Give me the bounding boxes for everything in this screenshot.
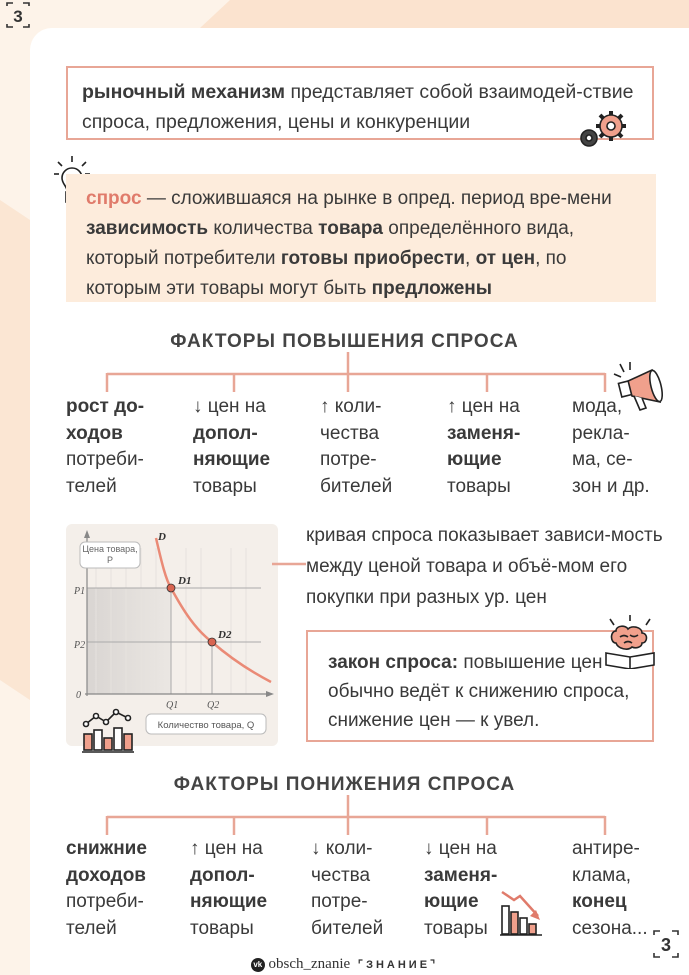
- point-d2: [208, 638, 216, 646]
- def-bold-1: зависимость: [86, 218, 209, 239]
- megaphone-icon: [612, 362, 668, 414]
- page-number-badge: [651, 929, 681, 959]
- def-bold-5: предложены: [371, 278, 493, 299]
- y-axis-label: Цена товара, P: [82, 544, 138, 565]
- increase-tree-lines: [0, 352, 689, 394]
- market-mechanism-term: рыночный механизм: [82, 81, 286, 103]
- x-axis-arrow: [266, 691, 274, 697]
- demand-definition-box: [66, 174, 656, 302]
- market-mechanism-text: представляет собой взаимодей-ствие спроса, предложения, цены и конкуренции: [82, 81, 634, 133]
- curve-label: D: [158, 531, 166, 543]
- increase-factor-fashion: мода, рекла- ма, се- зон и др.: [572, 396, 650, 497]
- def-bold-2: товара: [318, 218, 383, 239]
- decrease-tree-lines: [0, 795, 689, 837]
- brain-book-icon: [602, 615, 658, 669]
- def-text-5: , по которым эти товары могут быть: [86, 248, 567, 299]
- area-p1-q1: [87, 588, 171, 694]
- demand-term: спрос: [86, 188, 142, 209]
- origin-label: 0: [76, 690, 81, 701]
- connector-line: [272, 560, 308, 570]
- x-tick-q1: Q1: [166, 700, 179, 711]
- decrease-factors-title: ФАКТОРЫ ПОНИЖЕНИЯ СПРОСА: [173, 774, 516, 795]
- gears-icon: [575, 106, 631, 152]
- def-text-4: ,: [465, 248, 476, 269]
- decrease-factor-antiadvert: антире- клама, конец сезона...: [572, 838, 648, 939]
- increase-factor-income: рост до- ходов потреби- телей: [66, 396, 145, 497]
- def-bold-4: от цен: [475, 248, 536, 269]
- decrease-factor-substitutes: ↓ цен на заменя- ющие товары: [424, 838, 498, 939]
- corner-logo-icon: [4, 2, 32, 30]
- bar-chart-up-icon: [82, 708, 134, 754]
- page-number: 3: [660, 935, 672, 955]
- corner-logo-text: 3: [13, 7, 23, 26]
- point-d1: [167, 584, 175, 592]
- def-text-3: определённого вида, который потребители: [86, 218, 575, 269]
- x-axis-label: Количество товара, Q: [157, 720, 255, 731]
- y-tick-p1: P1: [74, 586, 86, 597]
- def-text-2: количества: [208, 218, 319, 239]
- demand-curve-description: кривая спроса показывает зависи-мость между ценой товара и объё-мом его покупки при разных ур. цен: [306, 525, 663, 608]
- decrease-factor-consumers: ↓ коли- чества потре- бителей: [311, 838, 384, 939]
- increase-factor-complements: ↓ цен на допол- няющие товары: [193, 396, 271, 497]
- footer-handle[interactable]: obsch_znanie: [268, 956, 351, 972]
- point-label-d1: D1: [178, 575, 192, 587]
- increase-factors-title: ФАКТОРЫ ПОВЫШЕНИЯ СПРОСА: [170, 331, 519, 352]
- decrease-factor-income: снижние доходов потреби- телей: [66, 838, 147, 939]
- y-axis-arrow: [84, 530, 90, 538]
- law-text: повышение цен обычно ведёт к снижению спроса, снижение цен — к увел.: [328, 652, 630, 731]
- def-text-1: — сложившаяся на рынке в опред. период вре-мени: [141, 188, 612, 209]
- demand-curve: [156, 538, 271, 682]
- increase-factor-substitutes: ↑ цен на заменя- ющие товары: [447, 396, 521, 497]
- decrease-factor-complements: ↑ цен на допол- няющие товары: [190, 838, 268, 939]
- chart-down-icon: [500, 888, 544, 938]
- footer-brand: ⌜ЗНАНИЕ⌝: [357, 959, 439, 971]
- x-tick-q2: Q2: [207, 700, 220, 711]
- def-bold-3: готовы приобрести: [280, 248, 466, 269]
- market-mechanism-box: [66, 66, 654, 140]
- footer: [0, 956, 689, 973]
- law-term: закон спроса:: [328, 652, 459, 673]
- increase-factor-consumers: ↑ коли- чества потре- бителей: [320, 396, 393, 497]
- y-tick-p2: P2: [74, 640, 86, 651]
- vk-icon: vk: [251, 958, 265, 972]
- point-label-d2: D2: [218, 629, 232, 641]
